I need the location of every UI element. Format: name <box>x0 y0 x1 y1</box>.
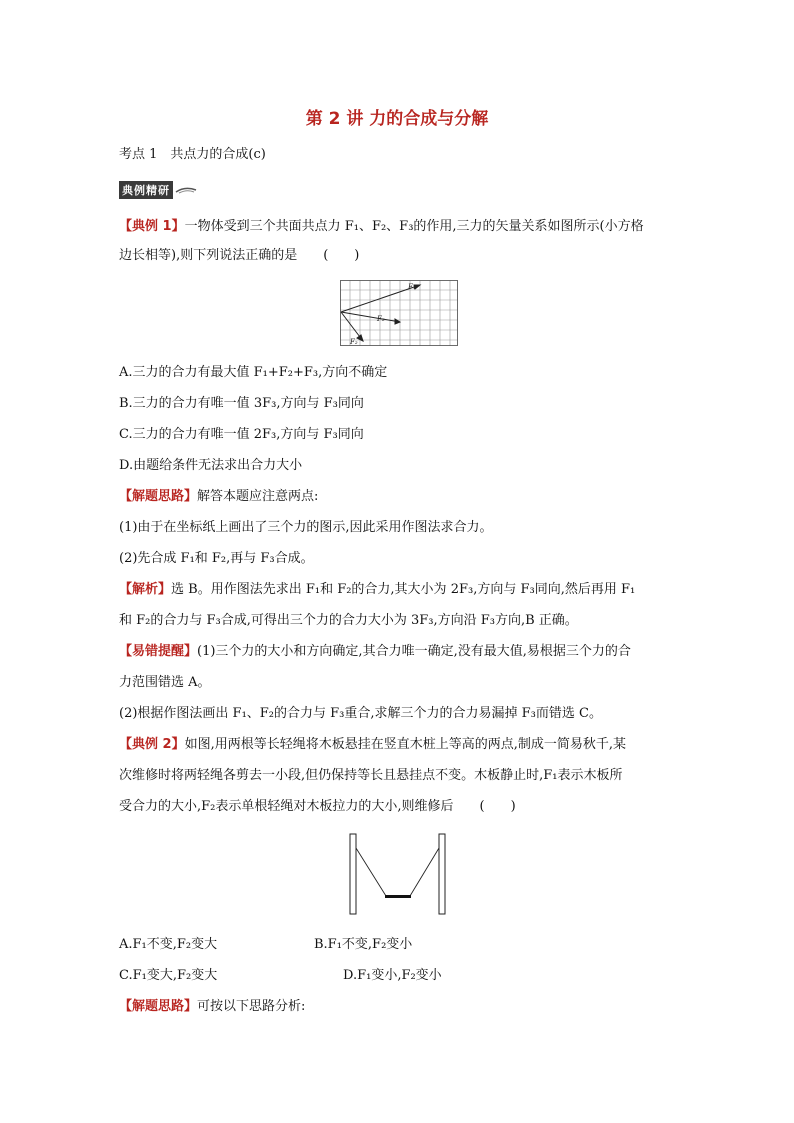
ex2-thinking-tag: 【解题思路】 <box>119 999 198 1014</box>
example2-text1: 如图,用两根等长轻绳将木板悬挂在竖直木桩上等高的两点,制成一简易秋千,某 <box>184 737 626 752</box>
thinking-tag: 【解题思路】 <box>119 489 198 504</box>
ex2-option-b: B.F₁不变,F₂变小 <box>314 937 413 952</box>
thinking-point-2: (2)先合成 F₁和 F₂,再与 F₃合成。 <box>119 551 314 566</box>
analysis-line2: 和 F₂的合力与 F₃合成,可得出三个力的合力大小为 3F₃,方向沿 F₃方向,B 正确。 <box>119 613 578 628</box>
option-b: B.三力的合力有唯一值 3F₃,方向与 F₃同向 <box>119 396 364 411</box>
error-line2: 力范围错选 A。 <box>119 675 211 690</box>
right-post <box>439 834 445 914</box>
example2-line2: 次维修时将两轻绳各剪去一小段,但仍保持等长且悬挂点不变。木板静止时,F₁表示木板所 <box>119 768 623 783</box>
example1-tag: 【典例 1】 <box>119 219 185 234</box>
badge-label: 典例精研 <box>119 181 173 199</box>
thinking-intro: 解答本题应注意两点: <box>197 489 319 504</box>
error-text1: (1)三个力的大小和方向确定,其合力唯一确定,没有最大值,易根据三个力的合 <box>197 644 631 659</box>
ex2-thinking-line <box>119 998 305 1016</box>
error-tag: 【易错提醒】 <box>119 644 198 659</box>
swoosh-icon <box>175 186 197 194</box>
ex2-thinking-text: 可按以下思路分析: <box>197 999 306 1014</box>
left-post <box>350 834 356 914</box>
analysis-tag: 【解析】 <box>119 582 172 597</box>
example1-text1: 一物体受到三个共面共点力 F₁、F₂、F₃的作用,三力的矢量关系如图所示(小方格 <box>184 219 644 234</box>
swing-figure <box>348 833 448 915</box>
option-a: A.三力的合力有最大值 F₁+F₂+F₃,方向不确定 <box>119 365 388 380</box>
label-f1: F₁ <box>408 283 416 291</box>
analysis-line1 <box>119 581 635 599</box>
ex2-option-c: C.F₁变大,F₂变大 <box>119 968 218 983</box>
label-f3: F₃ <box>377 315 385 323</box>
page-title: 第 2 讲 力的合成与分解 <box>305 109 489 129</box>
ex2-option-d: D.F₁变小,F₂变小 <box>343 968 442 983</box>
thinking-point-1: (1)由于在坐标纸上画出了三个力的图示,因此采用作图法求合力。 <box>119 520 493 535</box>
left-rope <box>356 848 386 896</box>
ex2-option-a: A.F₁不变,F₂变大 <box>119 937 218 952</box>
analysis-text1: 选 B。用作图法先求出 F₁和 F₂的合力,其大小为 2F₃,方向与 F₃同向,然后再用 F₁ <box>171 582 636 597</box>
thinking-heading <box>119 488 318 506</box>
force-grid-figure <box>340 280 458 346</box>
error-line3: (2)根据作图法画出 F₁、F₂的合力与 F₃重合,求解三个力的合力易漏掉 F₃而错选 C。 <box>119 706 602 721</box>
example2-tag: 【典例 2】 <box>119 737 185 752</box>
right-rope <box>410 848 439 896</box>
example1-line1 <box>119 218 644 236</box>
option-c: C.三力的合力有唯一值 2F₃,方向与 F₃同向 <box>119 427 364 442</box>
example2-line1 <box>119 736 626 754</box>
topic-heading: 考点 1 共点力的合成(c) <box>119 147 266 162</box>
example1-line2: 边长相等),则下列说法正确的是 ( ) <box>119 248 360 263</box>
option-d: D.由题给条件无法求出合力大小 <box>119 458 303 473</box>
label-f2: F₂ <box>350 338 358 346</box>
section-badge <box>119 181 197 199</box>
swing-board <box>385 895 411 898</box>
error-line1 <box>119 643 631 661</box>
example2-line3: 受合力的大小,F₂表示单根轻绳对木板拉力的大小,则维修后 ( ) <box>119 799 516 814</box>
